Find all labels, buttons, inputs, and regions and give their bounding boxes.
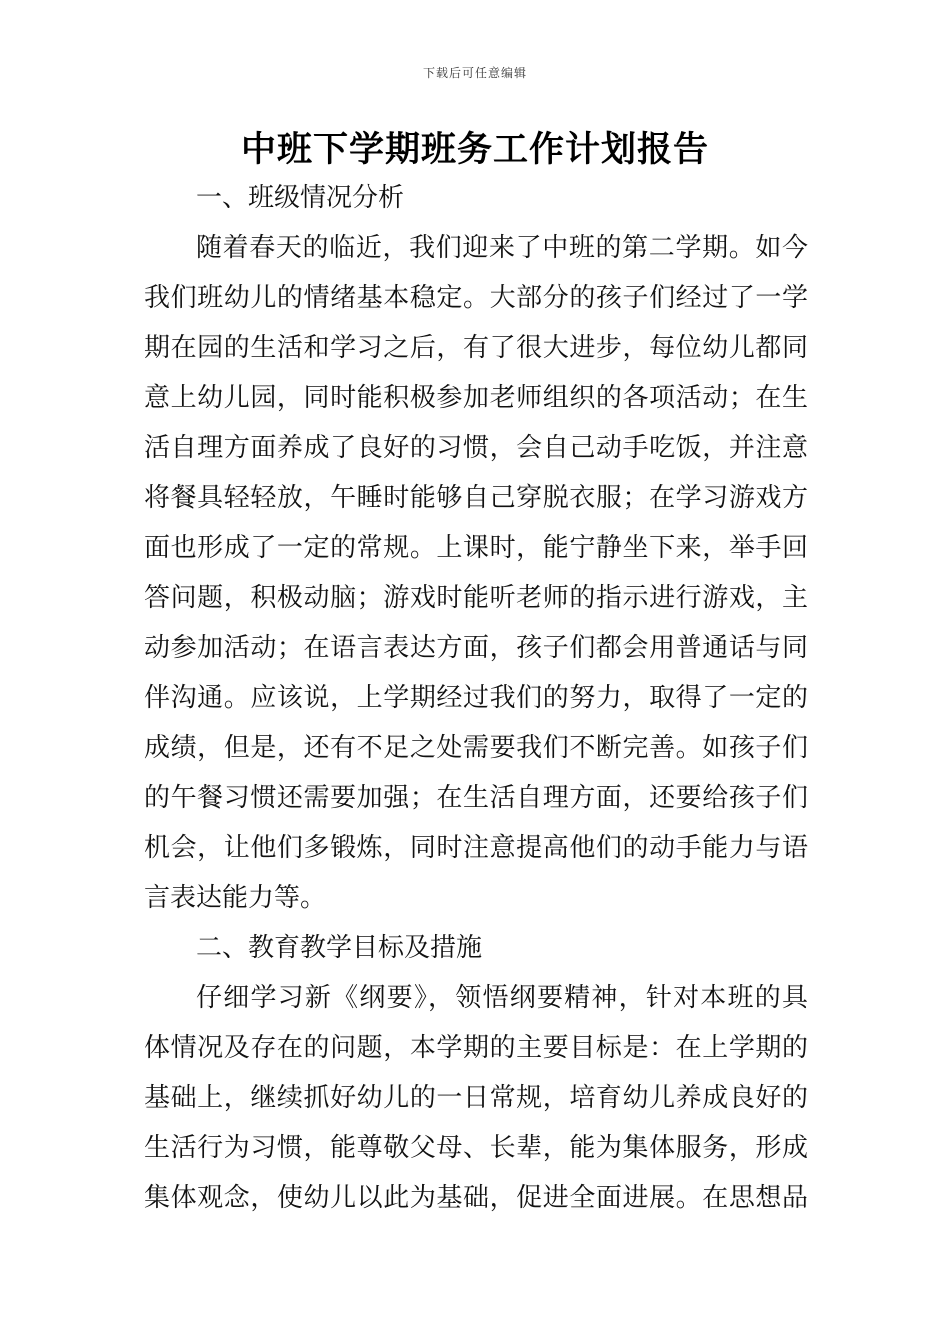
paragraph-line: 言表达能力等。 (144, 883, 327, 913)
section-1 (144, 173, 808, 223)
paragraph-line: 基础上，继续抓好幼儿的一日常规，培育幼儿养成良好的 (144, 1083, 808, 1113)
paragraph-line: 我们班幼儿的情绪基本稳定。大部分的孩子们经过了一学 (144, 283, 808, 313)
section-heading-1: 一、班级情况分析 (196, 183, 405, 213)
paragraph-line: 体情况及存在的问题，本学期的主要目标是：在上学期的 (144, 1033, 808, 1063)
paragraph-line: 机会，让他们多锻炼，同时注意提高他们的动手能力与语 (144, 833, 808, 863)
paragraph-line: 动参加活动；在语言表达方面，孩子们都会用普通话与同 (144, 633, 808, 663)
section-2-paragraph (144, 973, 808, 1223)
paragraph-line: 答问题，积极动脑；游戏时能听老师的指示进行游戏，主 (144, 583, 808, 613)
section-1-paragraph (144, 223, 808, 923)
paragraph-line: 面也形成了一定的常规。上课时，能宁静坐下来，举手回 (144, 533, 808, 563)
paragraph-line: 集体观念，使幼儿以此为基础，促进全面进展。在思想品 (144, 1183, 808, 1213)
paragraph-line: 伴沟通。应该说，上学期经过我们的努力，取得了一定的 (144, 683, 808, 713)
paragraph-line: 随着春天的临近，我们迎来了中班的第二学期。如今 (196, 233, 808, 263)
section-heading-2: 二、教育教学目标及措施 (196, 933, 483, 963)
paragraph-line: 生活行为习惯，能尊敬父母、长辈，能为集体服务，形成 (144, 1133, 808, 1163)
paragraph-line: 成绩，但是，还有不足之处需要我们不断完善。如孩子们 (144, 733, 808, 763)
paragraph-line: 意上幼儿园，同时能积极参加老师组织的各项活动；在生 (144, 383, 808, 413)
paragraph-line: 期在园的生活和学习之后，有了很大进步，每位幼儿都同 (144, 333, 808, 363)
paragraph-line: 将餐具轻轻放，午睡时能够自己穿脱衣服；在学习游戏方 (144, 483, 808, 513)
paragraph-line: 仔细学习新《纲要》，领悟纲要精神，针对本班的具 (196, 983, 808, 1013)
paragraph-line: 活自理方面养成了良好的习惯，会自己动手吃饭，并注意 (144, 433, 808, 463)
section-2 (144, 923, 808, 973)
document-title: 中班下学期班务工作计划报告 (240, 129, 709, 170)
paragraph-line: 的午餐习惯还需要加强；在生活自理方面，还要给孩子们 (144, 783, 808, 813)
header-note: 下载后可任意编辑 (422, 66, 527, 80)
